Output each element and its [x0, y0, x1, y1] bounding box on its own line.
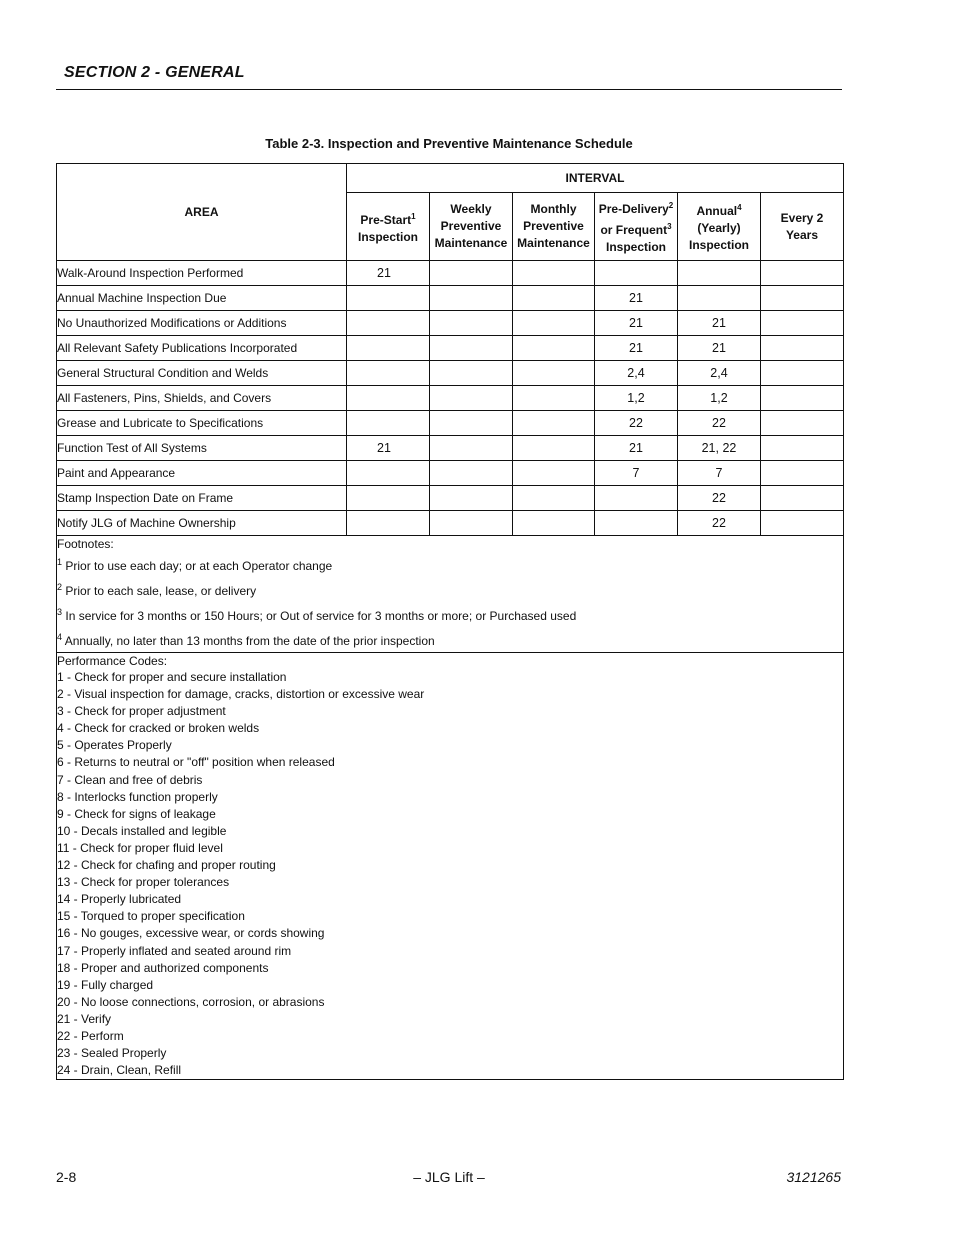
performance-code: 17 - Properly inflated and seated around rim — [57, 943, 292, 958]
interval-cell — [761, 411, 844, 436]
area-cell: Grease and Lubricate to Specifications — [57, 411, 347, 436]
footnote-item — [57, 602, 843, 627]
footnotes-list — [57, 552, 843, 652]
performance-code: 1 - Check for proper and secure installation — [57, 670, 287, 684]
interval-cell — [678, 286, 761, 311]
document-number: 3121265 — [786, 1169, 841, 1185]
interval-cell — [347, 411, 430, 436]
interval-cell — [513, 286, 595, 311]
interval-cell — [347, 286, 430, 311]
table-row — [57, 386, 844, 411]
footnote-item — [57, 627, 843, 652]
table-row — [57, 336, 844, 361]
section-header: SECTION 2 - GENERAL — [64, 64, 245, 81]
interval-cell — [430, 486, 513, 511]
interval-cell — [513, 511, 595, 536]
column-header-pre-delivery: Pre-Delivery$^2$ or Frequent$^3$ Inspection — [595, 193, 678, 261]
interval-cell — [761, 436, 844, 461]
schedule-body — [57, 261, 844, 536]
interval-cell — [430, 386, 513, 411]
performance-code: 11 - Check for proper fluid level — [57, 840, 223, 855]
interval-cell: 21 — [678, 311, 761, 336]
performance-codes-title: Performance Codes: — [57, 654, 168, 668]
performance-code: 12 - Check for chafing and proper routing — [57, 858, 276, 873]
interval-cell — [513, 386, 595, 411]
interval-cell — [761, 511, 844, 536]
interval-cell — [430, 511, 513, 536]
interval-cell: 2,4 — [678, 361, 761, 386]
footnotes-title: Footnotes: — [57, 537, 114, 551]
interval-cell — [761, 461, 844, 486]
interval-cell — [347, 311, 430, 336]
table-row — [57, 461, 844, 486]
performance-code: 9 - Check for signs of leakage — [57, 806, 216, 821]
column-header-annual: Annual$^4$ (Yearly) Inspection — [678, 193, 761, 261]
interval-cell — [347, 511, 430, 536]
footnote-number: 4 — [57, 632, 63, 642]
footnote-text: Prior to use each day; or at each Operator change — [65, 559, 333, 573]
performance-code: 7 - Clean and free of debris — [57, 772, 203, 787]
table-row — [57, 486, 844, 511]
area-cell: Walk-Around Inspection Performed — [57, 261, 347, 286]
footnote-number: 2 — [57, 582, 63, 592]
table-title: Table 2-3. Inspection and Preventive Maintenance Schedule — [265, 136, 633, 151]
interval-cell: 21 — [595, 311, 678, 336]
interval-cell — [513, 486, 595, 511]
interval-cell — [761, 261, 844, 286]
interval-cell — [347, 386, 430, 411]
interval-cell — [347, 361, 430, 386]
footnote-number: 1 — [57, 557, 63, 567]
footnote-item — [57, 577, 843, 602]
table-row — [57, 511, 844, 536]
performance-code: 10 - Decals installed and legible — [57, 823, 227, 838]
area-cell: Paint and Appearance — [57, 461, 347, 486]
performance-code: 8 - Interlocks function properly — [57, 789, 218, 804]
area-cell: All Fasteners, Pins, Shields, and Covers — [57, 386, 347, 411]
table-row — [57, 261, 844, 286]
table-row — [57, 411, 844, 436]
interval-cell — [513, 311, 595, 336]
interval-cell — [430, 461, 513, 486]
interval-cell — [513, 361, 595, 386]
interval-cell: 22 — [678, 411, 761, 436]
interval-cell — [430, 436, 513, 461]
performance-code: 14 - Properly lubricated — [57, 892, 182, 907]
page-number: 2-8 — [56, 1169, 77, 1185]
interval-cell — [761, 361, 844, 386]
interval-cell — [761, 286, 844, 311]
interval-cell — [678, 261, 761, 286]
interval-cell — [430, 336, 513, 361]
interval-cell — [430, 311, 513, 336]
maintenance-schedule-table — [56, 163, 844, 1080]
performance-code: 24 - Drain, Clean, Refill — [57, 1063, 182, 1078]
performance-code: 23 - Sealed Properly — [57, 1046, 167, 1061]
performance-codes-list — [57, 669, 843, 1079]
area-cell: Notify JLG of Machine Ownership — [57, 511, 347, 536]
interval-cell: 22 — [595, 411, 678, 436]
interval-cell — [595, 511, 678, 536]
table-row — [57, 311, 844, 336]
footnote-text: Prior to each sale, lease, or delivery — [65, 584, 257, 598]
column-header-every-2-years: Every 2 Years — [761, 193, 844, 261]
interval-cell — [430, 411, 513, 436]
interval-cell — [513, 436, 595, 461]
interval-cell: 21 — [595, 436, 678, 461]
footnote-item — [57, 552, 843, 577]
interval-cell: 7 — [678, 461, 761, 486]
performance-code: 19 - Fully charged — [57, 977, 154, 992]
interval-cell: 22 — [678, 486, 761, 511]
performance-code: 15 - Torqued to proper specification — [57, 909, 245, 924]
header-rule — [56, 89, 842, 90]
interval-cell — [595, 261, 678, 286]
area-header: AREA — [57, 164, 347, 261]
performance-codes-cell — [57, 653, 844, 1080]
interval-cell — [430, 286, 513, 311]
footnote-text: Annually, no later than 13 months from the date of the prior inspection — [64, 634, 435, 648]
area-cell: No Unauthorized Modifications or Additions — [57, 311, 347, 336]
performance-code: 16 - No gouges, excessive wear, or cords showing — [57, 926, 325, 941]
performance-code: 6 - Returns to neutral or "off" position when released — [57, 755, 335, 770]
performance-code: 13 - Check for proper tolerances — [57, 875, 230, 890]
interval-cell — [513, 411, 595, 436]
interval-cell — [347, 486, 430, 511]
performance-code: 20 - No loose connections, corrosion, or abrasions — [57, 994, 325, 1009]
column-header-monthly: Monthly Preventive Maintenance — [513, 193, 595, 261]
interval-cell: 21 — [595, 336, 678, 361]
interval-cell: 2,4 — [595, 361, 678, 386]
footnotes-cell — [57, 536, 844, 653]
interval-cell — [430, 261, 513, 286]
footnote-number: 3 — [57, 607, 63, 617]
area-cell: All Relevant Safety Publications Incorporated — [57, 336, 347, 361]
interval-cell: 7 — [595, 461, 678, 486]
interval-cell — [513, 261, 595, 286]
interval-cell — [595, 486, 678, 511]
performance-code: 21 - Verify — [57, 1011, 112, 1026]
performance-code: 5 - Operates Properly — [57, 738, 172, 753]
interval-cell — [761, 336, 844, 361]
performance-code: 3 - Check for proper adjustment — [57, 704, 226, 719]
interval-cell — [347, 336, 430, 361]
performance-code: 18 - Proper and authorized components — [57, 960, 269, 975]
interval-cell — [761, 386, 844, 411]
interval-cell — [513, 336, 595, 361]
interval-cell — [430, 361, 513, 386]
area-cell: Annual Machine Inspection Due — [57, 286, 347, 311]
column-header-weekly: Weekly Preventive Maintenance — [430, 193, 513, 261]
interval-header: INTERVAL — [347, 164, 844, 193]
interval-cell: 21 — [347, 261, 430, 286]
performance-code: 22 - Perform — [57, 1028, 124, 1043]
area-cell: Function Test of All Systems — [57, 436, 347, 461]
area-cell: Stamp Inspection Date on Frame — [57, 486, 347, 511]
performance-code: 2 - Visual inspection for damage, cracks, distortion or excessive wear — [57, 687, 425, 702]
interval-cell: 22 — [678, 511, 761, 536]
interval-cell — [761, 311, 844, 336]
table-row — [57, 361, 844, 386]
interval-cell: 1,2 — [678, 386, 761, 411]
interval-cell — [513, 461, 595, 486]
footer-brand: – JLG Lift – — [413, 1169, 485, 1185]
footnote-text: In service for 3 months or 150 Hours; or Out of service for 3 months or more; or Purchased used — [65, 609, 577, 623]
table-row — [57, 436, 844, 461]
performance-code: 4 - Check for cracked or broken welds — [57, 721, 260, 736]
table-row — [57, 286, 844, 311]
interval-cell: 21 — [678, 336, 761, 361]
column-header-pre-start: Pre-Start$^1$ Inspection — [347, 193, 430, 261]
interval-cell: 21 — [595, 286, 678, 311]
interval-cell — [761, 486, 844, 511]
interval-cell: 1,2 — [595, 386, 678, 411]
area-cell: General Structural Condition and Welds — [57, 361, 347, 386]
interval-cell — [347, 461, 430, 486]
interval-cell: 21 — [347, 436, 430, 461]
interval-cell: 21, 22 — [678, 436, 761, 461]
